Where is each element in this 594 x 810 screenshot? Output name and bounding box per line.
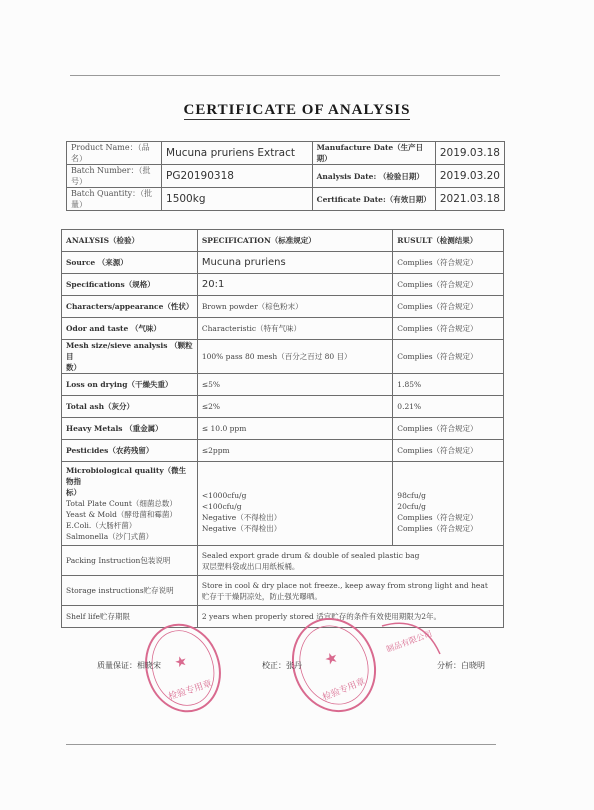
product-name-value: Mucuna pruriens Extract (162, 142, 313, 165)
heavy-result: Complies（符合规定） (393, 418, 504, 440)
svg-text:★: ★ (172, 652, 190, 672)
batch-number-value: PG20190318 (162, 165, 313, 188)
source-spec: Mucuna pruriens (197, 252, 392, 274)
certificate-date-label: Certificate Date:（有效日期） (312, 188, 435, 211)
specifications-label: Specifications（规格） (62, 274, 198, 296)
plate-count-spec: <1000cfu/g (201, 490, 247, 500)
top-rule (70, 75, 500, 76)
heavy-spec: ≤ 10.0 ppm (197, 418, 392, 440)
mesh-label-line-1: Mesh size/sieve analysis （颗粒目 (66, 341, 193, 361)
micro-label (62, 462, 198, 546)
signature-analyst: 分析：白晓明 (437, 661, 485, 670)
micro-label-line-1: Microbiological quality（微生物指 (66, 466, 187, 486)
storage-line-2: 贮存于干燥阴凉处，防止强光曝晒。 (201, 591, 322, 601)
svg-text:检验专用章: 检验专用章 (321, 676, 367, 704)
characters-label: Characters/appearance（性状） (62, 296, 198, 318)
row-loss-on-drying (62, 374, 504, 396)
pesticides-result: Complies（符合规定） (393, 440, 504, 462)
loss-result: 1.85% (393, 374, 504, 396)
ash-label: Total ash（灰分） (62, 396, 198, 418)
header-analysis: ANALYSIS（检验） (62, 230, 198, 252)
svg-text:检验专用章: 检验专用章 (167, 679, 214, 703)
ash-spec: ≤2% (197, 396, 392, 418)
svg-text:制品有限公司: 制品有限公司 (385, 629, 434, 655)
shelf-label: Shelf life贮存期限 (62, 606, 198, 628)
odor-label: Odor and taste （气味） (62, 318, 198, 340)
mesh-label (62, 340, 198, 374)
loss-spec: ≤5% (197, 374, 392, 396)
info-row-product (67, 142, 505, 165)
salmonella-result: Complies（符合规定） (397, 523, 478, 533)
row-mesh (62, 340, 504, 374)
ecoli-spec: Negative（不得检出） (201, 512, 282, 522)
ecoli-result: Complies（符合规定） (397, 512, 478, 522)
certificate-date-value: 2021.03.18 (435, 188, 504, 211)
signature-qa: 质量保证：相晓宋 (97, 661, 161, 670)
heavy-label: Heavy Metals （重金属） (62, 418, 198, 440)
product-name-label: Product Name：（品名） (67, 142, 162, 165)
info-row-batch (67, 165, 505, 188)
source-result: Complies（符合规定） (393, 252, 504, 274)
characters-spec: Brown powder（棕色粉末） (197, 296, 392, 318)
analysis-date-value: 2019.03.20 (435, 165, 504, 188)
yeast-mold-spec: <100cfu/g (201, 501, 242, 511)
salmonella-label: Salmonella（沙门式菌） (66, 532, 154, 541)
batch-quantity-value: 1500kg (162, 188, 313, 211)
mesh-spec: 100% pass 80 mesh（百分之百过 80 目） (197, 340, 392, 374)
row-packing (62, 546, 504, 576)
row-storage (62, 576, 504, 606)
specifications-spec: 20:1 (197, 274, 392, 296)
storage-label: Storage instructions贮存说明 (62, 576, 198, 606)
packing-label: Packing Instruction包装说明 (62, 546, 198, 576)
ash-result: 0.21% (393, 396, 504, 418)
row-odor (62, 318, 504, 340)
analysis-header-row (62, 230, 504, 252)
batch-number-label: Batch Number：（批号） (67, 165, 162, 188)
manufacture-date-value: 2019.03.18 (435, 142, 504, 165)
header-specification: SPECIFICATION（标准规定） (197, 230, 392, 252)
ecoli-label: E.Coli.（大肠杆菌） (66, 521, 137, 530)
odor-result: Complies（符合规定） (393, 318, 504, 340)
source-label: Source （来源） (62, 252, 198, 274)
pesticides-label: Pesticides（农药残留） (62, 440, 198, 462)
analysis-table (61, 229, 504, 628)
batch-quantity-label: Batch Quantity：（批量） (67, 188, 162, 211)
shelf-text: 2 years when properly stored 适宜贮存的条件有效使用期限为2年。 (197, 606, 503, 628)
micro-label-line-2: 标） (66, 488, 81, 497)
specifications-result: Complies（符合规定） (393, 274, 504, 296)
yeast-mold-result: 20cfu/g (397, 501, 426, 511)
odor-spec: Characteristic（特有气味） (197, 318, 392, 340)
row-characters (62, 296, 504, 318)
svg-text:★: ★ (321, 647, 341, 670)
product-info-table (66, 141, 505, 211)
micro-result (393, 462, 504, 546)
packing-text (197, 546, 503, 576)
yeast-mold-label: Yeast & Mold（酵母菌和霉菌） (66, 510, 177, 519)
row-pesticides (62, 440, 504, 462)
storage-line-1: Store in cool & dry place not freeze., keep away from strong light and heat (201, 580, 488, 590)
row-heavy-metals (62, 418, 504, 440)
characters-result: Complies（符合规定） (393, 296, 504, 318)
micro-spec (197, 462, 392, 546)
signature-checker: 校正：张丹 (262, 661, 302, 670)
document-title: CERTIFICATE OF ANALYSIS (183, 102, 411, 118)
mesh-label-line-2: 数） (66, 363, 81, 372)
row-microbiological (62, 462, 504, 546)
plate-count-label: Total Plate Count（细菌总数） (66, 499, 177, 508)
row-specifications (62, 274, 504, 296)
info-row-quantity (67, 188, 505, 211)
pesticides-spec: ≤2ppm (197, 440, 392, 462)
row-source (62, 252, 504, 274)
mesh-result: Complies（符合规定） (393, 340, 504, 374)
storage-text (197, 576, 503, 606)
loss-label: Loss on drying（干燥失重） (62, 374, 198, 396)
plate-count-result: 98cfu/g (397, 490, 426, 500)
bottom-rule (66, 744, 496, 745)
packing-line-1: Sealed export grade drum & double of sealed plastic bag (201, 550, 420, 560)
analysis-date-label: Analysis Date: （检验日期） (312, 165, 435, 188)
salmonella-spec: Negative（不得检出） (201, 523, 282, 533)
packing-line-2: 双层塑料袋或出口用纸板桶。 (201, 561, 300, 571)
row-total-ash (62, 396, 504, 418)
header-result: RUSULT（检测结果） (393, 230, 504, 252)
manufacture-date-label: Manufacture Date（生产日期） (312, 142, 435, 165)
